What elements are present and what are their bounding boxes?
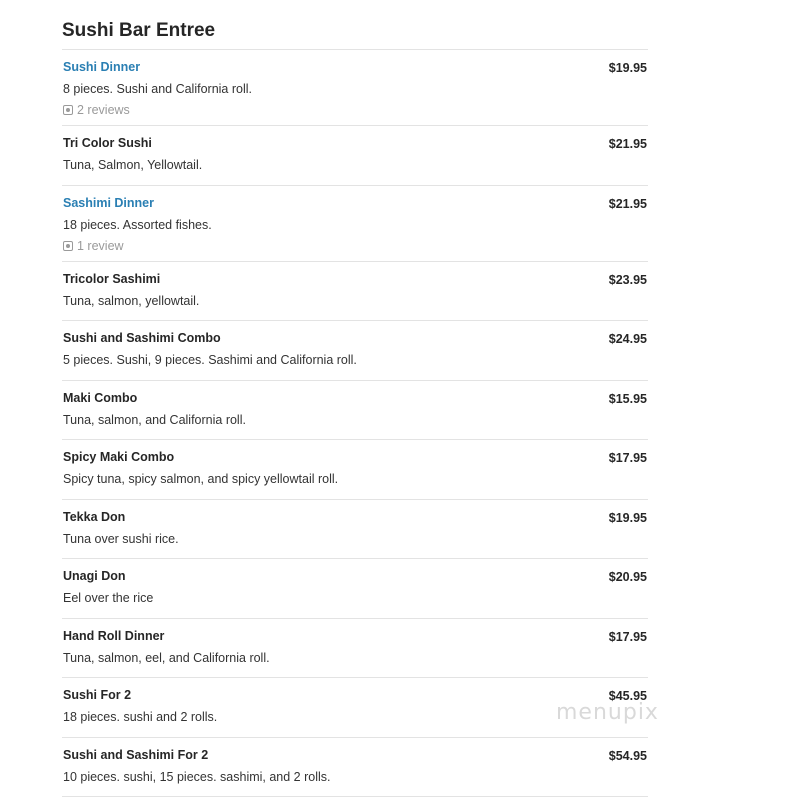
item-description: Tuna, Salmon, Yellowtail. <box>63 158 203 172</box>
item-price: $20.95 <box>608 570 647 584</box>
item-price: $19.95 <box>608 61 647 75</box>
item-price: $54.95 <box>608 748 647 763</box>
item-description: 18 pieces. sushi and 2 rolls. <box>63 710 218 724</box>
reviews-count[interactable]: 1 review <box>77 238 124 253</box>
review-icon <box>63 105 73 115</box>
item-description: Tuna, salmon, yellowtail. <box>63 293 200 308</box>
item-name: Sushi and Sashimi Combo <box>63 331 221 345</box>
item-name: Tricolor Sashimi <box>63 271 161 286</box>
item-name-link[interactable]: Sushi Dinner <box>63 60 141 74</box>
item-description: 8 pieces. Sushi and California roll. <box>63 82 252 96</box>
item-name: Maki Combo <box>63 390 138 405</box>
menu-item <box>62 320 648 380</box>
item-name: Spicy Maki Combo <box>63 450 175 464</box>
item-price: $23.95 <box>608 272 647 287</box>
menu-item <box>62 618 648 678</box>
menu-item <box>62 558 648 618</box>
item-description: Spicy tuna, spicy salmon, and spicy yellowtail roll. <box>63 472 339 486</box>
menu-item <box>62 261 648 321</box>
item-description: Eel over the rice <box>63 591 154 605</box>
menu-item <box>62 125 648 185</box>
item-price: $19.95 <box>608 510 647 525</box>
menu-item <box>62 737 648 797</box>
item-price: $21.95 <box>608 196 647 211</box>
item-description: 10 pieces. sushi, 15 pieces. sashimi, and 2 rolls. <box>63 769 331 784</box>
item-description: 5 pieces. Sushi, 9 pieces. Sashimi and California roll. <box>63 353 357 367</box>
section-title: Sushi Bar Entree <box>62 20 216 41</box>
item-name: Tekka Don <box>63 509 126 524</box>
item-description: Tuna, salmon, and California roll. <box>63 412 246 427</box>
reviews-link[interactable] <box>63 239 648 253</box>
item-price: $45.95 <box>608 689 647 703</box>
item-price: $17.95 <box>608 629 647 644</box>
item-name: Tri Color Sushi <box>63 136 152 150</box>
menu-item <box>62 49 648 125</box>
reviews-count[interactable]: 2 reviews <box>77 103 130 117</box>
item-price: $21.95 <box>608 137 647 151</box>
item-price: $15.95 <box>608 391 647 406</box>
item-price: $17.95 <box>608 451 647 465</box>
menu-section <box>62 20 648 797</box>
item-name-link[interactable]: Sashimi Dinner <box>63 195 154 210</box>
menu-item <box>62 499 648 559</box>
item-name: Sushi and Sashimi For 2 <box>63 747 209 762</box>
item-description: Tuna over sushi rice. <box>63 531 179 546</box>
watermark-logo: menupix <box>556 700 659 725</box>
item-name: Hand Roll Dinner <box>63 628 165 643</box>
reviews-link[interactable] <box>63 103 648 117</box>
menu-item <box>62 185 648 261</box>
item-description: 18 pieces. Assorted fishes. <box>63 217 212 232</box>
item-price: $24.95 <box>608 332 647 346</box>
item-name: Unagi Don <box>63 569 126 583</box>
review-icon <box>63 241 73 251</box>
item-description: Tuna, salmon, eel, and California roll. <box>63 650 270 665</box>
menu-item <box>62 439 648 499</box>
item-name: Sushi For 2 <box>63 688 132 702</box>
menu-item <box>62 380 648 440</box>
